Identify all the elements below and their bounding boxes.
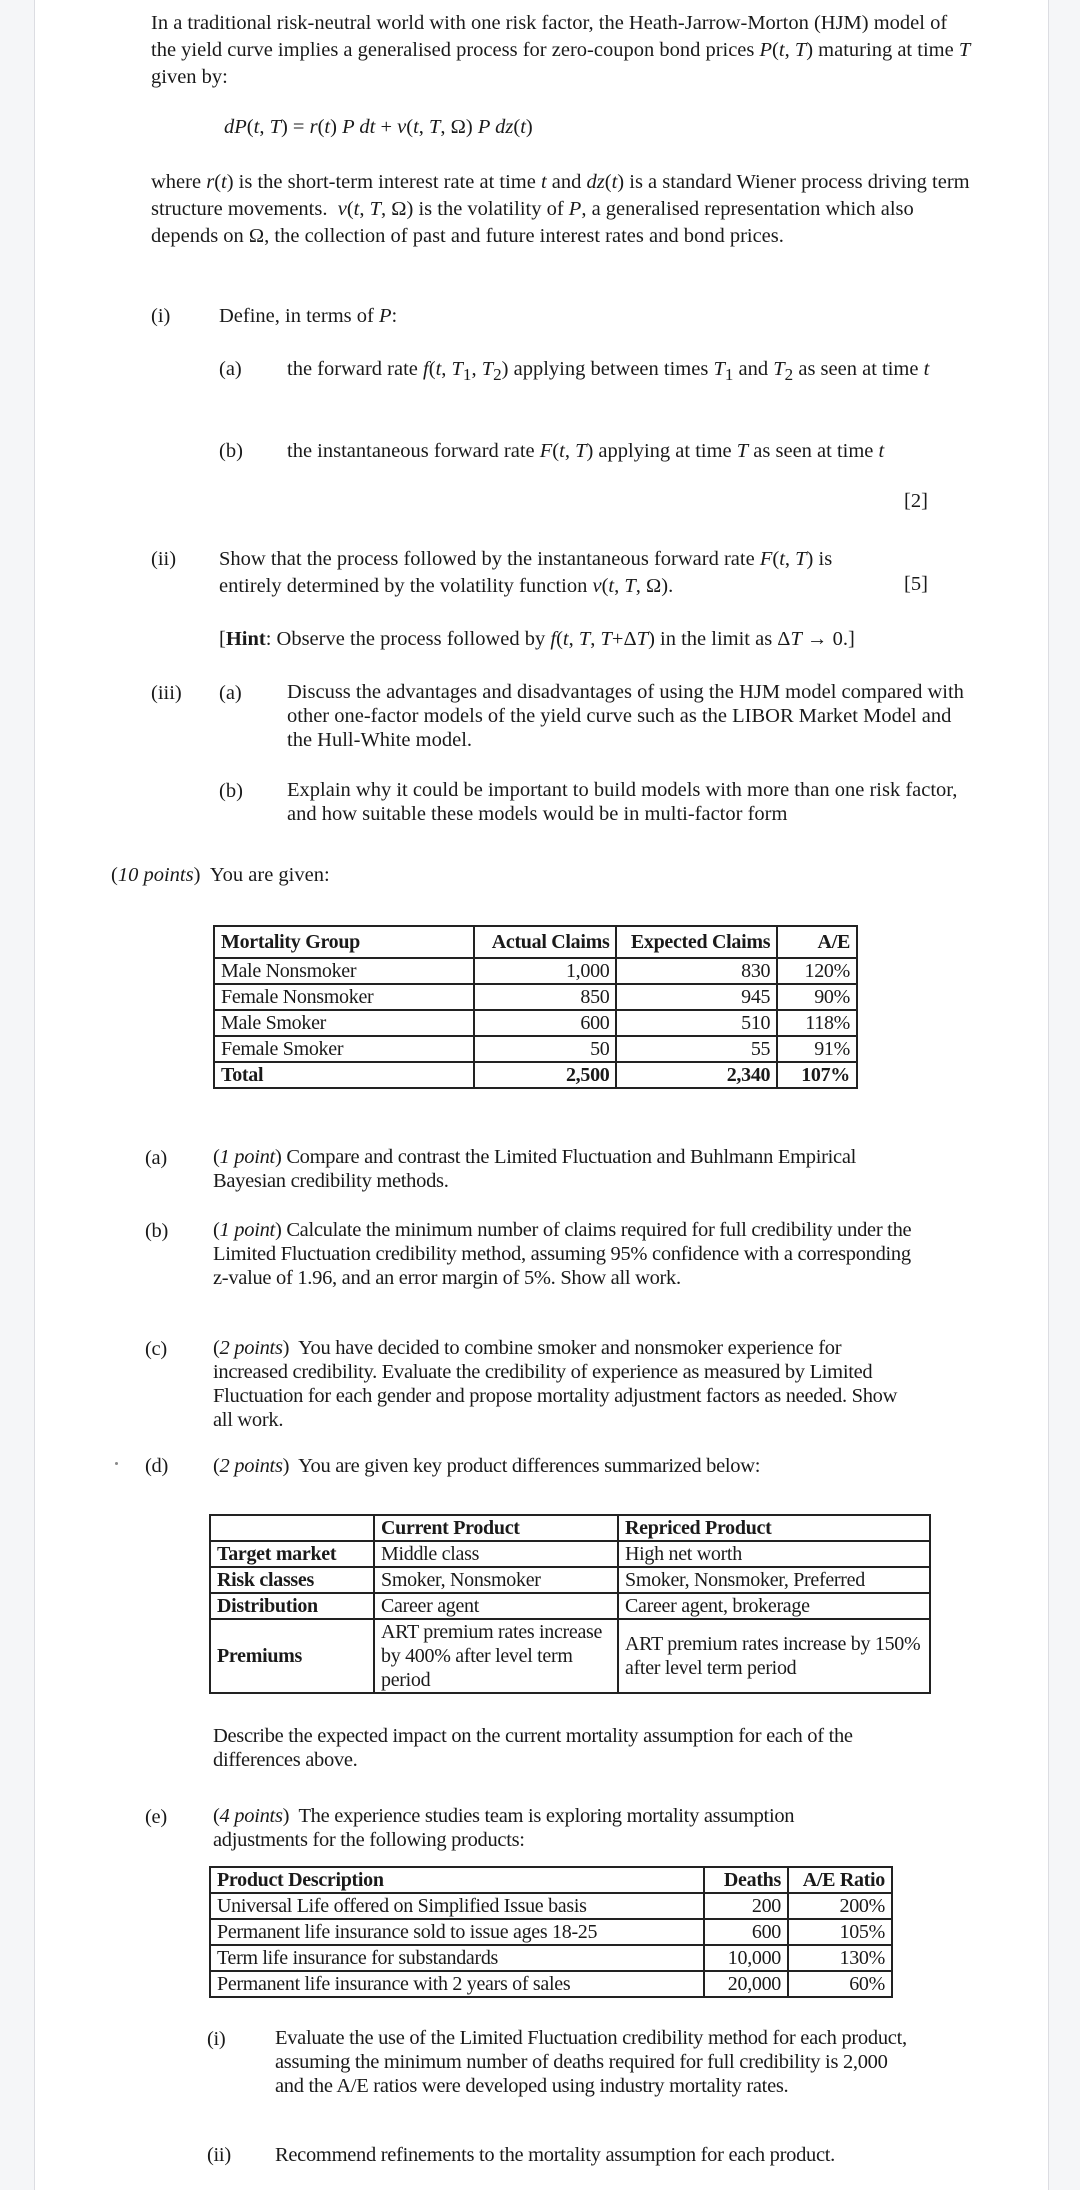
header-repriced-product: Repriced Product xyxy=(618,1515,930,1541)
q2-e-label: (e) xyxy=(145,1806,167,1828)
cell-current: ART premium rates increase by 400% after level term period xyxy=(374,1619,618,1693)
cell-expected: 55 xyxy=(616,1036,777,1062)
q2-d-points: 2 points xyxy=(219,1455,283,1477)
q2-c-points: 2 points xyxy=(219,1337,283,1359)
header-current-product: Current Product xyxy=(374,1515,618,1541)
cell-repriced: Smoker, Nonsmoker, Preferred xyxy=(618,1567,930,1593)
table-header-row xyxy=(210,1867,892,1893)
table-header-row xyxy=(214,926,857,958)
table-row xyxy=(214,1010,857,1036)
q2-e-ii-label: (ii) xyxy=(207,2144,231,2166)
q2-c-text: (2 points) You have decided to combine smoker and nonsmoker experience for increased credibility. Evaluate the credibility of experience as measured by Limited Fluctuation for each gender and propose mortality adjustment factors as needed. Show all work. xyxy=(213,1337,898,1431)
cell-repriced: High net worth xyxy=(618,1541,930,1567)
table-row xyxy=(210,1593,930,1619)
table-row xyxy=(210,1893,892,1919)
row-label-target-market: Target market xyxy=(210,1541,374,1567)
table-row xyxy=(210,1567,930,1593)
q2-e-ii-text: Recommend refinements to the mortality assumption for each product. xyxy=(275,2144,836,2166)
cell-actual: 1,000 xyxy=(474,958,616,984)
q2-e-points: 4 points xyxy=(219,1805,283,1827)
cell-actual: 50 xyxy=(474,1036,616,1062)
part-iii-b-label: (b) xyxy=(219,780,243,802)
table-row xyxy=(210,1945,892,1971)
hjm-intro: In a traditional risk-neutral world with one risk factor, the Heath-Jarrow-Morton (HJM) model of the yield curve implies a generalised process for zero-coupon bond prices P(t, T) maturing at time T given by: xyxy=(151,12,971,88)
cell-ae: 118% xyxy=(777,1010,857,1036)
cell-deaths: 20,000 xyxy=(704,1971,788,1997)
part-i-marks: [2] xyxy=(904,490,928,512)
header-actual-claims: Actual Claims xyxy=(474,926,616,958)
bond-price-equation: dP(t, T) = r(t) P dt + v(t, T, Ω) P dz(t) xyxy=(224,116,533,138)
cell-ae: 91% xyxy=(777,1036,857,1062)
cell-ae-ratio: 200% xyxy=(788,1893,892,1919)
q2-e-i-text: Evaluate the use of the Limited Fluctuation credibility method for each product, assuming the minimum number of deaths required for full credibility is 2,000 and the A/E ratios were developed using industry mortality rates. xyxy=(275,2027,907,2097)
mortality-experience-table xyxy=(213,925,858,1089)
header-ae-ratio: A/E Ratio xyxy=(788,1867,892,1893)
part-i-b-label: (b) xyxy=(219,440,243,462)
q2-d-followup: Describe the expected impact on the current mortality assumption for each of the differences above. xyxy=(213,1725,853,1771)
cell-deaths: 200 xyxy=(704,1893,788,1919)
part-ii-text: Show that the process followed by the instantaneous forward rate F(t, T) is entirely determined by the volatility function v(t, T, Ω). xyxy=(219,548,833,597)
part-i-text: Define, in terms of P: xyxy=(219,305,398,327)
header-expected-claims: Expected Claims xyxy=(616,926,777,958)
cell-ae: 120% xyxy=(777,958,857,984)
q2-c-body: You have decided to combine smoker and nonsmoker experience for increased credibility. Evaluate the credibility of experience as measured by Limited Fluctuation for each gender and propose mortality adjustment factors as needed. Show all work. xyxy=(213,1337,898,1431)
cell-expected: 830 xyxy=(616,958,777,984)
cell-group: Female Nonsmoker xyxy=(214,984,474,1010)
part-i-b-text: the instantaneous forward rate F(t, T) applying at time T as seen at time t xyxy=(287,440,885,462)
part-i-label: (i) xyxy=(151,305,171,327)
cell-product: Permanent life insurance sold to issue ages 18-25 xyxy=(210,1919,704,1945)
cell-product: Universal Life offered on Simplified Issue basis xyxy=(210,1893,704,1919)
product-deaths-table xyxy=(209,1866,893,1998)
part-ii-marks: [5] xyxy=(904,573,928,595)
cell-expected: 945 xyxy=(616,984,777,1010)
header-ae: A/E xyxy=(777,926,857,958)
cell-repriced: ART premium rates increase by 150% after level term period xyxy=(618,1619,930,1693)
q2-d-label: (d) xyxy=(145,1455,169,1477)
header-blank xyxy=(210,1515,374,1541)
table-total-row xyxy=(214,1062,857,1088)
cell-group: Female Smoker xyxy=(214,1036,474,1062)
q2-a-points: 1 point xyxy=(219,1146,275,1168)
table-row xyxy=(214,984,857,1010)
q2-b-text: (1 point) Calculate the minimum number of claims required for full credibility under the Limited Fluctuation credibility method, assuming 95% confidence with a corresponding z-value of 1.96, and an error margin of 5%. Show all work. xyxy=(213,1219,912,1289)
part-ii-hint: [Hint: Observe the process followed by f(t, T, T+ΔT) in the limit as ΔT → 0.] xyxy=(219,628,855,650)
cell-current: Career agent xyxy=(374,1593,618,1619)
q2-intro: (10 points) You are given: xyxy=(111,864,330,886)
row-label-risk-classes: Risk classes xyxy=(210,1567,374,1593)
part-iii-a-label: (a) xyxy=(219,682,242,704)
row-label-distribution: Distribution xyxy=(210,1593,374,1619)
q2-b-body: Calculate the minimum number of claims required for full credibility under the Limited Fluctuation credibility method, assuming 95% confidence with a corresponding z-value of 1.96, and an error margin of 5%. Show all work. xyxy=(213,1219,912,1289)
cell-deaths: 10,000 xyxy=(704,1945,788,1971)
table-row xyxy=(210,1541,930,1567)
row-label-premiums: Premiums xyxy=(210,1619,374,1693)
table-row xyxy=(214,1036,857,1062)
q2-e-i-label: (i) xyxy=(207,2028,226,2050)
cell-total-label: Total xyxy=(214,1062,474,1088)
cell-total-actual: 2,500 xyxy=(474,1062,616,1088)
cell-ae-ratio: 130% xyxy=(788,1945,892,1971)
part-i-a-text: the forward rate f(t, $T_1$, $T_2$) applying between times $T_1$ and $T_2$ as seen at time t xyxy=(287,358,930,385)
document-page xyxy=(34,0,1049,2190)
q2-e-text: (4 points) The experience studies team is exploring mortality assumption adjustments for the following products: xyxy=(213,1805,795,1851)
product-differences-table xyxy=(209,1514,931,1694)
q2-b-label: (b) xyxy=(145,1220,169,1242)
q2-d-body: You are given key product differences summarized below: xyxy=(298,1455,761,1477)
q2-d-text: (2 points) You are given key product differences summarized below: xyxy=(213,1455,761,1477)
part-iii-a-text: Discuss the advantages and disadvantages of using the HJM model compared with other one-factor models of the yield curve such as the LIBOR Market Model and the Hull-White model. xyxy=(287,681,964,751)
q2-a-label: (a) xyxy=(145,1147,167,1169)
cell-actual: 600 xyxy=(474,1010,616,1036)
cell-product: Permanent life insurance with 2 years of sales xyxy=(210,1971,704,1997)
q2-a-body: Compare and contrast the Limited Fluctuation and Buhlmann Empirical Bayesian credibility methods. xyxy=(213,1146,857,1192)
table-row xyxy=(210,1619,930,1693)
cell-current: Smoker, Nonsmoker xyxy=(374,1567,618,1593)
q2-intro-text: You are given: xyxy=(209,864,330,886)
cell-group: Male Nonsmoker xyxy=(214,958,474,984)
cell-total-expected: 2,340 xyxy=(616,1062,777,1088)
cell-deaths: 600 xyxy=(704,1919,788,1945)
table-row xyxy=(210,1919,892,1945)
q2-points: 10 points xyxy=(117,864,194,886)
table-row xyxy=(210,1971,892,1997)
part-ii-label: (ii) xyxy=(151,548,177,570)
header-product-description: Product Description xyxy=(210,1867,704,1893)
cell-repriced: Career agent, brokerage xyxy=(618,1593,930,1619)
cell-total-ae: 107% xyxy=(777,1062,857,1088)
table-row xyxy=(214,958,857,984)
part-i-a-label: (a) xyxy=(219,358,242,380)
q2-b-points: 1 point xyxy=(219,1219,275,1241)
cell-ae-ratio: 105% xyxy=(788,1919,892,1945)
header-deaths: Deaths xyxy=(704,1867,788,1893)
table-header-row xyxy=(210,1515,930,1541)
cell-current: Middle class xyxy=(374,1541,618,1567)
q2-e-body: The experience studies team is exploring mortality assumption adjustments for the following products: xyxy=(213,1805,795,1851)
part-iii-b-text: Explain why it could be important to build models with more than one risk factor, and how suitable these models would be in multi-factor form xyxy=(287,779,958,825)
part-iii-label: (iii) xyxy=(151,682,182,704)
cell-group: Male Smoker xyxy=(214,1010,474,1036)
cell-product: Term life insurance for substandards xyxy=(210,1945,704,1971)
q2-a-text: (1 point) Compare and contrast the Limited Fluctuation and Buhlmann Empirical Bayesian credibility methods. xyxy=(213,1146,857,1192)
hjm-definitions: where r(t) is the short-term interest rate at time t and dz(t) is a standard Wiener process driving term structure movements. v(t, T, Ω) is the volatility of P, a generalised representation which also depends on Ω, the collection of past and future interest rates and bond prices. xyxy=(151,171,970,247)
stray-dot xyxy=(115,1462,118,1465)
q2-c-label: (c) xyxy=(145,1338,167,1360)
cell-ae-ratio: 60% xyxy=(788,1971,892,1997)
cell-ae: 90% xyxy=(777,984,857,1010)
cell-actual: 850 xyxy=(474,984,616,1010)
header-mortality-group: Mortality Group xyxy=(214,926,474,958)
cell-expected: 510 xyxy=(616,1010,777,1036)
